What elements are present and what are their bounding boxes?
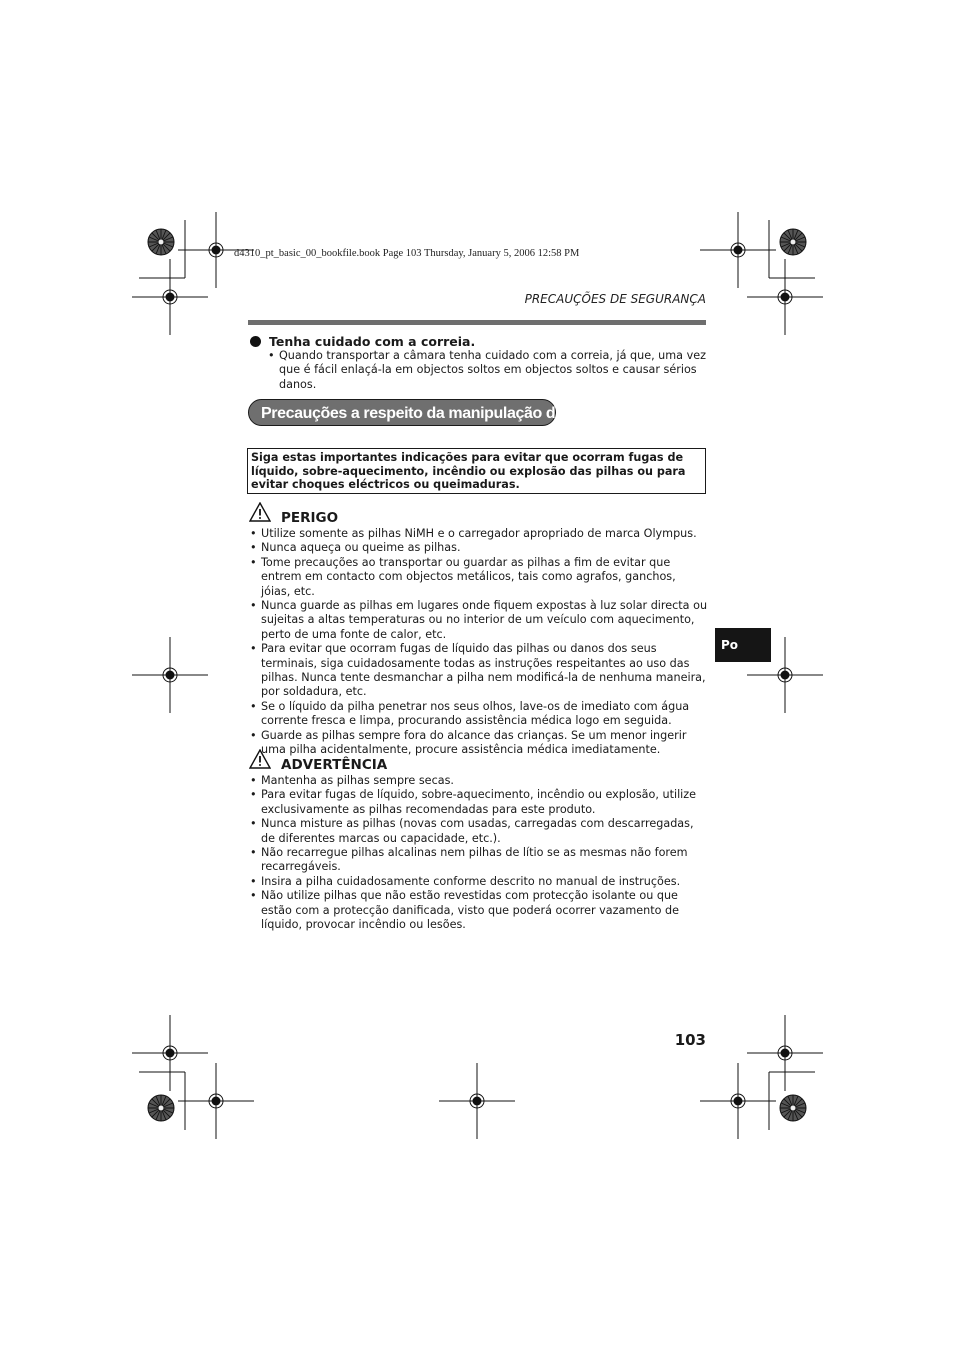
- list-item: • Nunca aqueça ou queime as pilhas.: [250, 541, 461, 555]
- danger-list: [248, 527, 708, 758]
- list-item: • Insira a pilha cuidadosamente conforme descrito no manual de instruções.: [250, 874, 681, 888]
- strap-title: Tenha cuidado com a correia.: [269, 334, 476, 349]
- list-item: • Quando transportar a câmara tenha cuidado com a correia, já que, uma vez que é fácil enlaçá-la em objectos soltos em objectos soltos e causar sérios danos.: [268, 349, 706, 391]
- list-item: • Não utilize pilhas que não estão revestidas com protecção isolante ou que estão com a protecção danificada, visto que poderá ocorrer vazamento de líquido, provocar incêndio ou lesões.: [250, 889, 680, 932]
- danger-title: PERIGO: [281, 510, 339, 526]
- list-item: • Utilize somente as pilhas NiMH e o carregador apropriado de marca Olympus.: [250, 527, 697, 540]
- warning-triangle-icon: [249, 502, 271, 522]
- warning-triangle-icon: [249, 749, 271, 769]
- list-item: • Nunca misture as pilhas (novas com usadas, carregadas com descarregadas, de diferentes marcas ou capacidade, etc.).: [250, 817, 694, 845]
- strap-section-heading: [250, 334, 475, 349]
- list-item: • Não recarregue pilhas alcalinas nem pilhas de lítio se as mesmas não forem recarregáveis.: [250, 846, 688, 874]
- section-title-pill: Precauções a respeito da manipulação das pilhas: [248, 399, 556, 426]
- strap-bullet-list: [266, 349, 706, 392]
- list-item: • Se o líquido da pilha penetrar nos seus olhos, lave-os de imediato com água corrente fresca e limpa, procurando assistência médica logo em seguida.: [250, 699, 690, 728]
- list-item: • Para evitar fugas de líquido, sobre-aquecimento, incêndio ou explosão, utilize exclusivamente as pilhas recomendadas para este produto.: [250, 788, 697, 816]
- notice-box: Siga estas importantes indicações para evitar que ocorram fugas de líquido, sobre-aquecimento, incêndio ou explosão das pilhas ou para evitar choques eléctricos ou queimaduras.: [247, 448, 706, 494]
- running-head: PRECAUÇÕES DE SEGURANÇA: [524, 292, 706, 306]
- warning-title: ADVERTÊNCIA: [281, 757, 388, 773]
- list-item: • Mantenha as pilhas sempre secas.: [250, 774, 454, 787]
- danger-heading: [281, 510, 338, 526]
- bullet-dot-icon: [250, 336, 261, 347]
- page-number: 103: [674, 1031, 706, 1049]
- warning-heading: [281, 757, 387, 773]
- language-tab: Po: [715, 628, 771, 662]
- list-item: • Guarde as pilhas sempre fora do alcance das crianças. Se um menor ingerir uma pilha acidentalmente, procure assistência médica imediatamente.: [250, 728, 687, 757]
- list-item: • Tome precauções ao transportar ou guardar as pilhas a fim de evitar que entrem em contacto com objectos metálicos, tais como agrafos, ganchos, jóias, etc.: [250, 555, 676, 598]
- warning-list: [248, 774, 708, 932]
- print-info-line: d4310_pt_basic_00_bookfile.book Page 103 Thursday, January 5, 2006 12:58 PM: [234, 248, 580, 259]
- header-rule: [248, 320, 706, 325]
- list-item: • Nunca guarde as pilhas em lugares onde fiquem expostas à luz solar directa ou sujeitas a altas temperaturas ou no interior de um veículo com aquecimento, perto de uma fonte de calor, etc.: [250, 599, 708, 641]
- list-item: • Para evitar que ocorram fugas de líquido das pilhas ou danos dos seus terminais, siga cuidadosamente todas as instruções respeitantes ao uso das pilhas. Nunca tente desmanchar a pilha nem modificá-la de nenhuma maneira, por soldadura, etc.: [250, 642, 706, 699]
